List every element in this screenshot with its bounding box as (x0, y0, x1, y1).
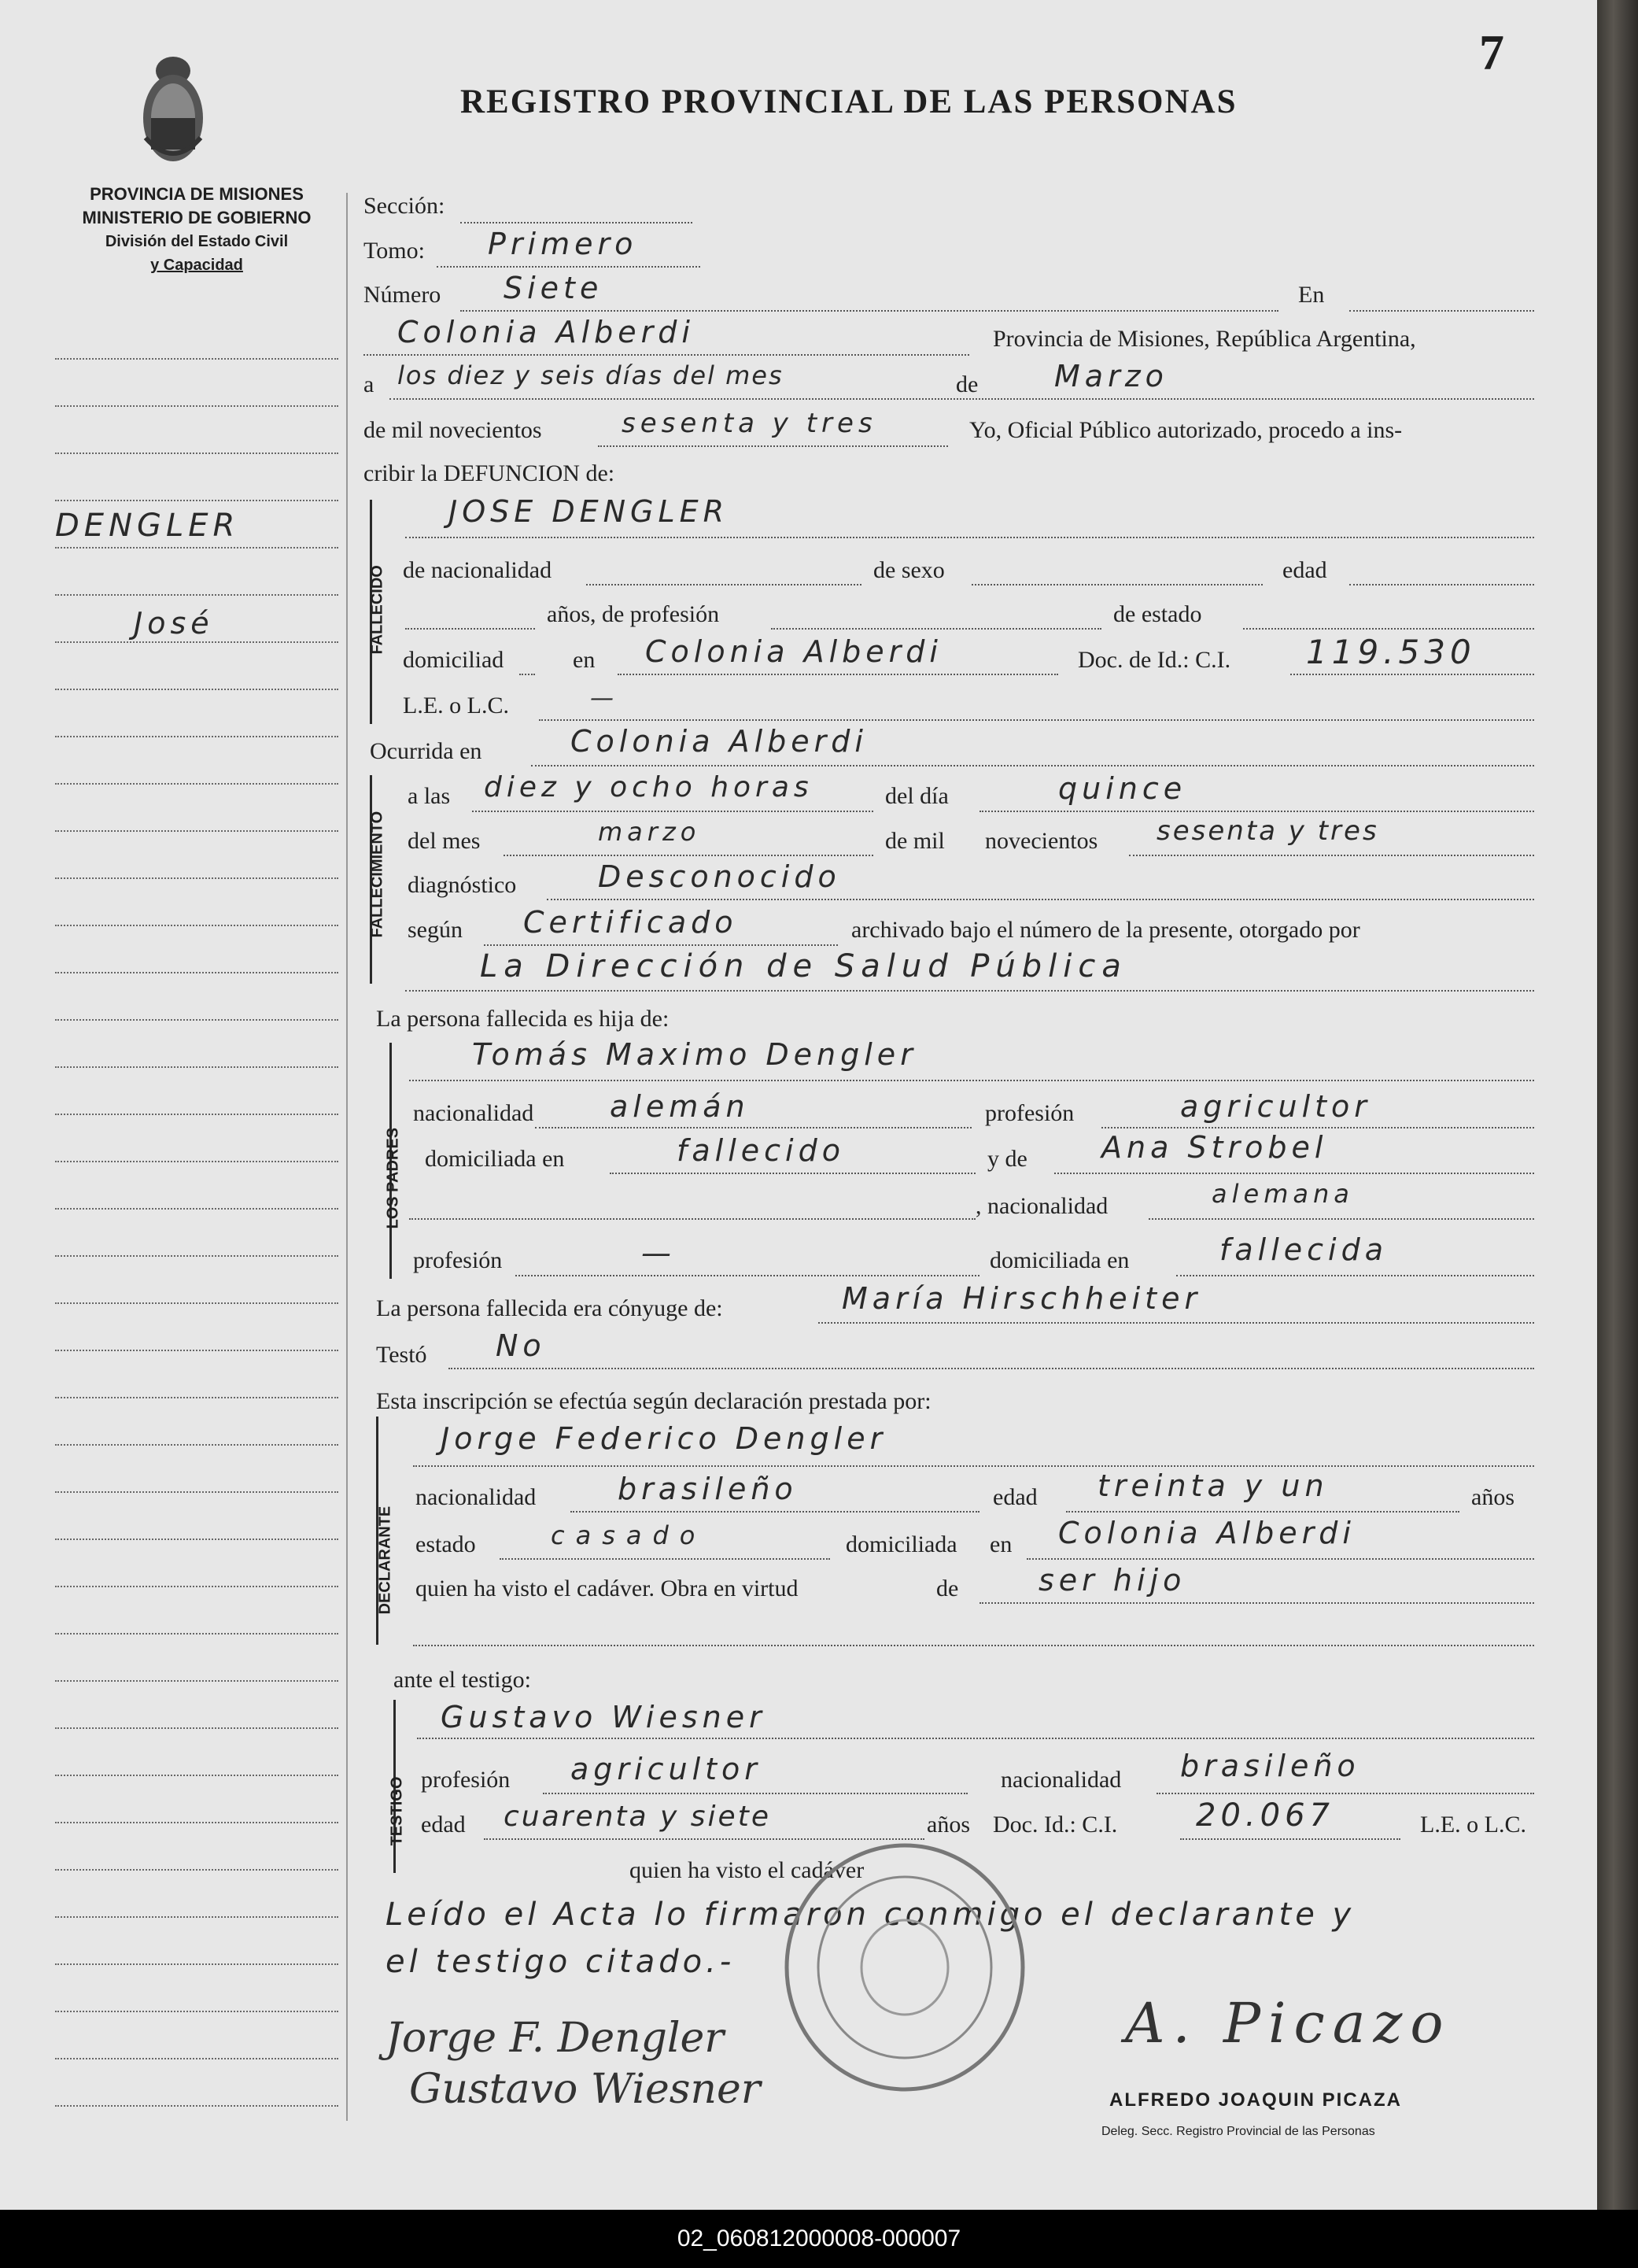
label-madre-domiciliada: domiciliada en (990, 1247, 1130, 1273)
label-madre-profesion: profesión (413, 1247, 503, 1273)
value-test-edad: cuarenta y siete (504, 1801, 771, 1833)
document-title: REGISTRO PROVINCIAL DE LAS PERSONAS (460, 83, 1238, 120)
label-quien-visto: quien ha visto el cadáver. Obra en virtud (415, 1575, 799, 1601)
label-decl-estado: estado (415, 1531, 476, 1557)
section-testigo: TESTIGO (388, 1776, 406, 1846)
label-madre-nacionalidad: , nacionalidad (976, 1193, 1109, 1219)
label-segun: según (408, 917, 463, 943)
section-padres: LOS PADRES (384, 1127, 402, 1229)
value-testigo: Gustavo Wiesner (441, 1700, 766, 1734)
label-numero: Número (363, 282, 441, 308)
value-decl-virtud: ser hijo (1039, 1563, 1186, 1598)
signature-official: A. Picazo (1125, 1991, 1452, 2056)
value-test-ci: 20.067 (1196, 1797, 1334, 1834)
label-de-estado: de estado (1113, 601, 1202, 627)
label-decl-de: de (936, 1575, 959, 1601)
label-test-anos: años (927, 1812, 970, 1838)
label-tomo: Tomo: (363, 238, 425, 264)
value-numero: Siete (504, 271, 603, 305)
label-de-mil-fallec: de mil (885, 828, 945, 854)
image-id-footer: 02_060812000008-000007 (0, 2210, 1638, 2268)
label-cribir: cribir la DEFUNCION de: (363, 460, 615, 486)
official-name: ALFREDO JOAQUIN PICAZA (1109, 2089, 1403, 2111)
label-ocurrida: Ocurrida en (370, 738, 482, 764)
value-dia-fallec: quince (1058, 771, 1187, 806)
label-ante-testigo: ante el testigo: (393, 1667, 531, 1693)
label-test-quien: quien ha visto el cadáver (629, 1857, 865, 1883)
label-decl-domiciliada: domiciliada (846, 1531, 957, 1557)
label-del-dia: del día (885, 783, 949, 809)
label-sexo: de sexo (873, 557, 945, 583)
label-en: En (1298, 282, 1325, 308)
closing-note-line1: Leído el Acta lo firmaron conmigo el declarante y (386, 1897, 1356, 1933)
coat-of-arms-icon (138, 43, 208, 169)
value-madre-prof: — (641, 1236, 676, 1270)
value-ci: 119.530 (1306, 633, 1476, 671)
value-lugar: Colonia Alberdi (397, 315, 695, 349)
label-test-doc: Doc. Id.: C.I. (993, 1812, 1118, 1838)
value-padre: Tomás Maximo Dengler (472, 1037, 917, 1072)
value-anio: sesenta y tres (622, 408, 877, 439)
label-provincia: Provincia de Misiones, República Argentina, (993, 326, 1416, 352)
value-madre-nac: alemana (1212, 1179, 1354, 1209)
value-mes: Marzo (1054, 359, 1168, 393)
value-decl-dom: Colonia Alberdi (1058, 1516, 1356, 1550)
value-declarante: Jorge Federico Dengler (441, 1421, 887, 1456)
label-conyuge: La persona fallecida era cónyuge de: (376, 1295, 723, 1321)
value-nombre: JOSE DENGLER (448, 494, 729, 529)
book-spine (1597, 0, 1638, 2210)
label-y-de: y de (987, 1146, 1027, 1172)
label-test-nacionalidad: nacionalidad (1001, 1767, 1122, 1793)
label-en-domicilio: en (573, 647, 596, 673)
margin-surname: DENGLER (55, 508, 240, 544)
label-decl-anos: años (1471, 1484, 1514, 1510)
official-seal-stamp-icon (779, 1838, 1031, 2097)
value-padre-prof: agricultor (1180, 1089, 1371, 1124)
label-novecientos: novecientos (985, 828, 1098, 854)
label-domiciliad: domiciliad (403, 647, 504, 673)
label-archivado: archivado bajo el número de la presente, otorgado por (851, 917, 1360, 943)
value-le-lc: — (590, 685, 618, 712)
label-test-profesion: profesión (421, 1767, 511, 1793)
section-fallecimiento: FALLECIMIENTO (368, 811, 386, 938)
margin-given-name: José (134, 606, 214, 641)
value-anio-fallec: sesenta y tres (1157, 815, 1379, 847)
label-test-le: L.E. o L.C. (1420, 1812, 1526, 1838)
value-decl-estado: casado (551, 1520, 706, 1550)
value-test-nac: brasileño (1180, 1749, 1360, 1783)
value-decl-nac: brasileño (618, 1472, 798, 1506)
label-inscripcion: Esta inscripción se efectúa según declaración prestada por: (376, 1388, 932, 1414)
label-le-lc: L.E. o L.C. (403, 693, 509, 718)
closing-note-line2: el testigo citado.- (386, 1944, 736, 1980)
value-hora: diez y ocho horas (484, 771, 813, 803)
label-doc-id: Doc. de Id.: C.I. (1078, 647, 1231, 673)
label-hija-de: La persona fallecida es hija de: (376, 1006, 670, 1032)
value-padre-dom: fallecido (677, 1133, 845, 1168)
label-de-mil: de mil novecientos (363, 417, 542, 443)
label-de: de (956, 371, 979, 397)
section-declarante: DECLARANTE (376, 1505, 394, 1615)
label-a-las: a las (408, 783, 451, 809)
label-padre-nacionalidad: nacionalidad (413, 1100, 534, 1126)
value-padre-nac: alemán (610, 1089, 750, 1124)
value-otorgado: La Dirección de Salud Pública (480, 948, 1127, 984)
label-nacionalidad-de: de nacionalidad (403, 557, 552, 583)
official-title: Deleg. Secc. Registro Provincial de las Personas (1101, 2125, 1375, 2138)
page-number: 7 (1479, 24, 1504, 80)
issuer-header: PROVINCIA DE MISIONES MINISTERIO DE GOBIERNO División del Estado Civil y Capacidad (82, 184, 312, 274)
label-a: a (363, 371, 374, 397)
label-testo: Testó (376, 1342, 427, 1368)
label-anos-profesion: años, de profesión (547, 601, 720, 627)
label-padre-profesion: profesión (985, 1100, 1075, 1126)
value-testo: No (496, 1328, 546, 1363)
value-domicilio: Colonia Alberdi (645, 634, 943, 669)
label-seccion: Sección: (363, 193, 445, 219)
label-yo-oficial: Yo, Oficial Público autorizado, procedo a ins- (969, 417, 1403, 443)
value-mes-fallec: marzo (598, 817, 701, 847)
label-decl-en: en (990, 1531, 1013, 1557)
label-test-edad: edad (421, 1812, 466, 1838)
value-tomo: Primero (488, 227, 638, 261)
signature-declarante: Jorge F. Dengler (386, 2015, 725, 2062)
section-fallecido: FALLECIDO (368, 565, 386, 655)
value-ocurrida: Colonia Alberdi (570, 724, 868, 759)
value-diagnostico: Desconocido (598, 859, 841, 894)
value-madre: Ana Strobel (1101, 1130, 1328, 1165)
label-edad: edad (1282, 557, 1327, 583)
label-diagnostico: diagnóstico (408, 872, 517, 898)
signature-testigo: Gustavo Wiesner (409, 2066, 761, 2113)
value-dia: los diez y seis días del mes (397, 360, 784, 390)
value-segun: Certificado (523, 905, 738, 940)
value-decl-edad: treinta y un (1098, 1468, 1329, 1503)
label-padre-domiciliada: domiciliada en (425, 1146, 565, 1172)
value-conyuge: María Hirschheiter (842, 1281, 1202, 1316)
label-decl-nacionalidad: nacionalidad (415, 1484, 537, 1510)
label-del-mes: del mes (408, 828, 481, 854)
label-decl-edad: edad (993, 1484, 1038, 1510)
value-test-prof: agricultor (570, 1752, 762, 1786)
value-madre-dom: fallecida (1219, 1232, 1389, 1267)
